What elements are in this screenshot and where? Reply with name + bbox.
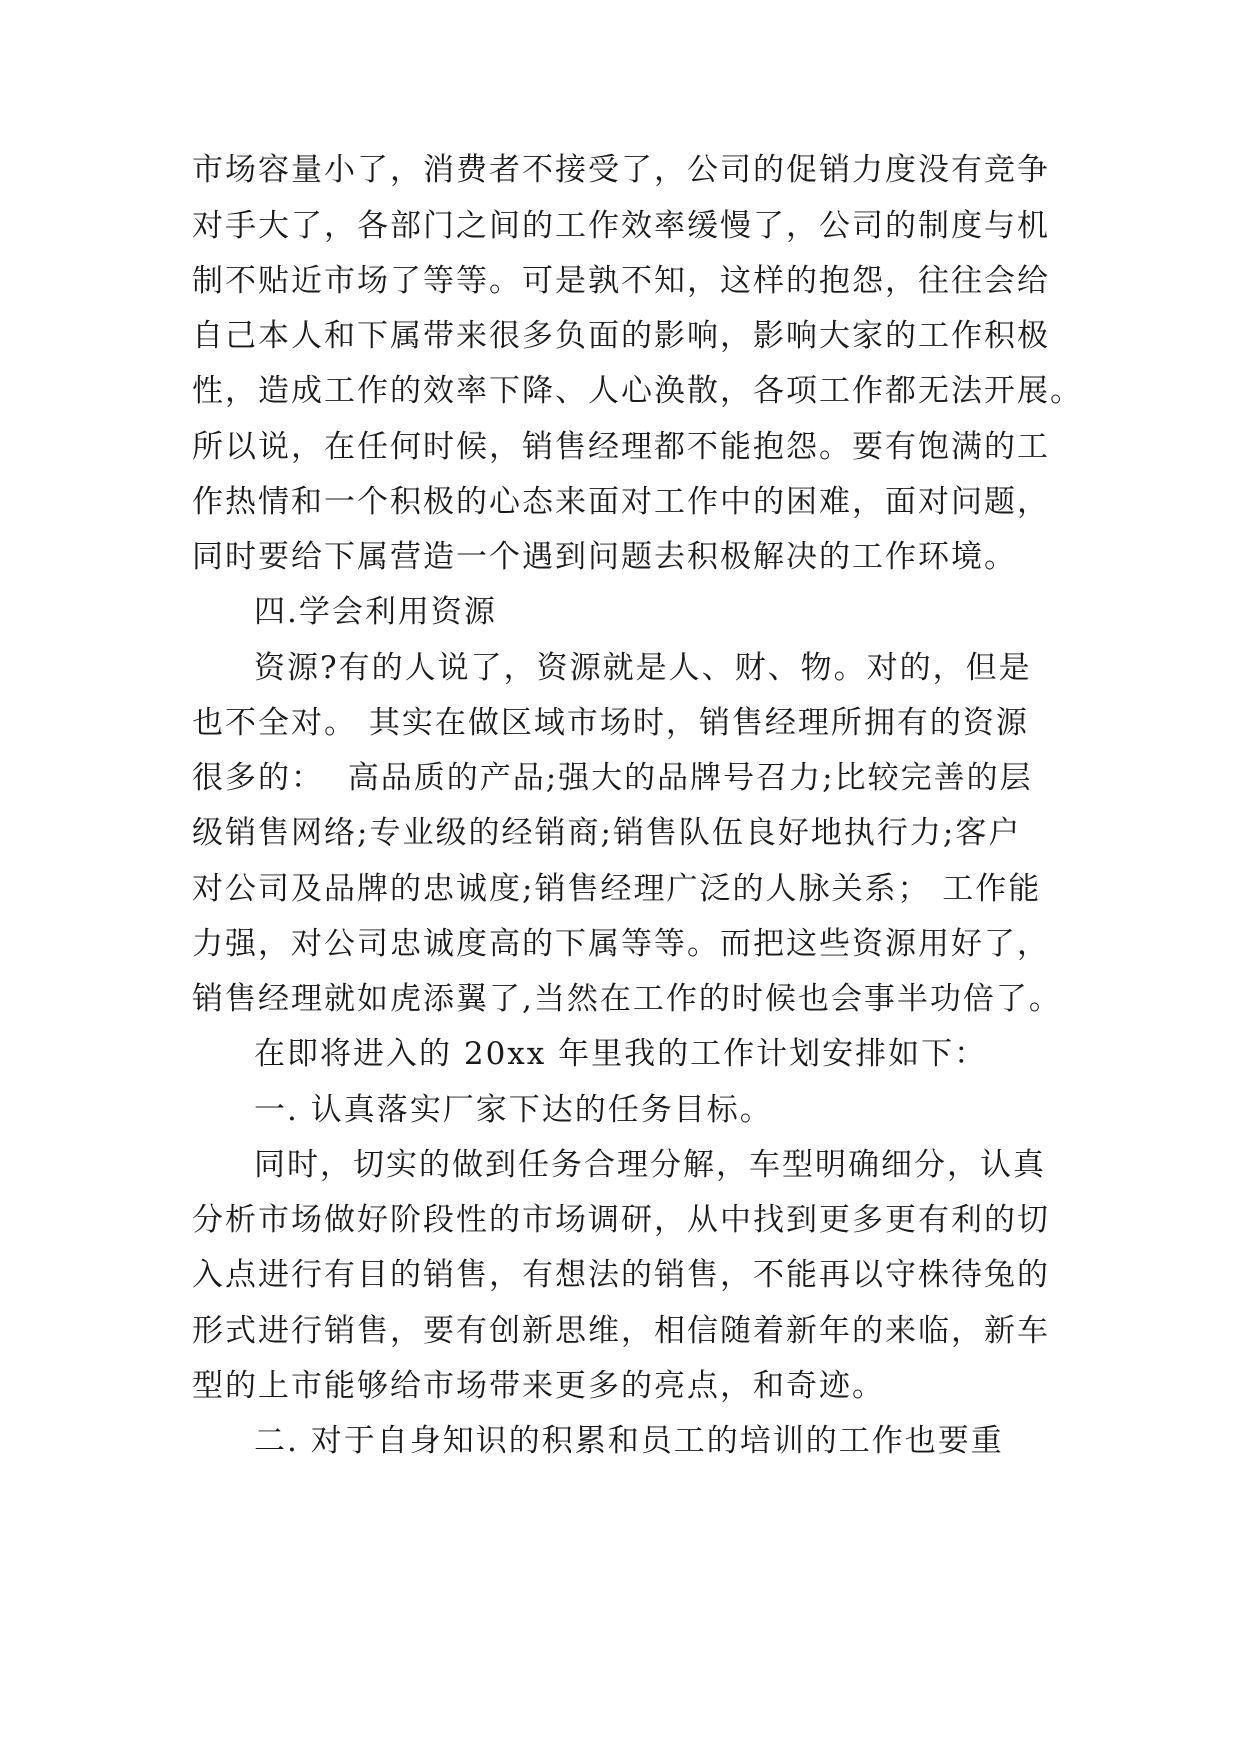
text-line: 力强，对公司忠诚度高的下属等等。而把这些资源用好了，: [192, 926, 1050, 962]
text-line: 形式进行销售，要有创新思维，相信随着新年的来临，新车: [192, 1313, 1050, 1349]
text-line: 对手大了，各部门之间的工作效率缓慢了，公司的制度与机: [192, 208, 1050, 244]
text-line: 性，造成工作的效率下降、人心涣散，各项工作都无法开展。: [192, 373, 1083, 409]
text-line: 入点进行有目的销售，有想法的销售，不能再以守株待兔的: [192, 1257, 1050, 1293]
text-line: 同时要给下属营造一个遇到问题去积极解决的工作环境。: [192, 539, 1017, 575]
text-line: 分析市场做好阶段性的市场调研，从中找到更多更有利的切: [192, 1202, 1050, 1238]
text-line: 销售经理就如虎添翼了,当然在工作的时候也会事半功倍了。: [192, 981, 1062, 1017]
text-line: 作热情和一个积极的心态来面对工作中的困难，面对问题，: [192, 484, 1050, 520]
text-line: 自己本人和下属带来很多负面的影响，影响大家的工作积极: [192, 318, 1050, 354]
text-line: 型的上市能够给市场带来更多的亮点，和奇迹。: [192, 1368, 885, 1404]
list-heading: 一. 认真落实厂家下达的任务目标。: [254, 1092, 773, 1128]
text-line: 市场容量小了，消费者不接受了，公司的促销力度没有竞争: [192, 152, 1050, 188]
list-heading: 二. 对于自身知识的积累和员工的培训的工作也要重: [254, 1423, 1004, 1459]
text-line: 所以说，在任何时候，销售经理都不能抱怨。要有饱满的工: [192, 429, 1050, 465]
text-line: 制不贴近市场了等等。可是孰不知，这样的抱怨，往往会给: [192, 263, 1050, 299]
text-line: 很多的： 高品质的产品;强大的品牌号召力;比较完善的层: [192, 760, 1033, 796]
section-heading: 四.学会利用资源: [254, 594, 497, 630]
text-line: 级销售网络;专业级的经销商;销售队伍良好地执行力;客户: [192, 815, 1022, 851]
text-line: 对公司及品牌的忠诚度;销售经理广泛的人脉关系； 工作能: [192, 871, 1042, 907]
text-line: 也不全对。 其实在做区域市场时，销售经理所拥有的资源: [192, 705, 1029, 741]
text-line: 同时，切实的做到任务合理分解，车型明确细分，认真: [254, 1147, 1046, 1183]
text-line: 资源?有的人说了，资源就是人、财、物。对的，但是: [254, 650, 1032, 686]
text-line: 在即将进入的 20xx 年里我的工作计划安排如下：: [254, 1036, 988, 1072]
